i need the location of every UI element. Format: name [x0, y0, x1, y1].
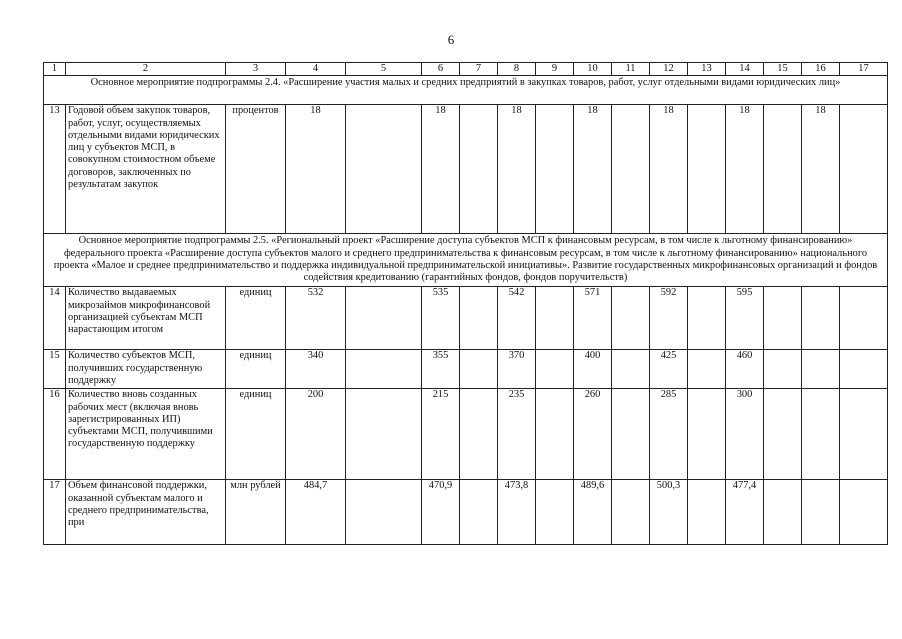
unit-of-measure: единиц [226, 350, 286, 389]
value-cell: 484,7 [286, 480, 346, 545]
page-number: 6 [447, 32, 455, 47]
column-number: 13 [688, 63, 726, 76]
table-row [44, 287, 888, 350]
value-cell [460, 389, 498, 480]
value-cell: 200 [286, 389, 346, 480]
table-row [44, 105, 888, 234]
value-cell: 400 [574, 350, 612, 389]
value-cell: 18 [574, 105, 612, 234]
indicator-name: Количество выдаваемых микрозаймов микрофинансовой организацией субъектам МСП нарастающим итогом [66, 287, 226, 350]
value-cell [802, 389, 840, 480]
value-cell: 18 [422, 105, 460, 234]
value-cell [840, 287, 888, 350]
section-row [44, 76, 888, 105]
table-row [44, 389, 888, 480]
value-cell [536, 287, 574, 350]
value-cell [612, 480, 650, 545]
value-cell [764, 287, 802, 350]
value-cell [346, 105, 422, 234]
value-cell: 460 [726, 350, 764, 389]
value-cell [612, 105, 650, 234]
column-number: 11 [612, 63, 650, 76]
column-number-row [44, 63, 888, 76]
value-cell: 532 [286, 287, 346, 350]
column-number: 16 [802, 63, 840, 76]
value-cell: 595 [726, 287, 764, 350]
column-number: 15 [764, 63, 802, 76]
column-number: 5 [346, 63, 422, 76]
value-cell [688, 105, 726, 234]
section-2-4-title: Основное мероприятие подпрограммы 2.4. «Расширение участия малых и средних предприятий в закупках товаров, работ, услуг отдельными видами юридических лиц» [44, 76, 888, 105]
value-cell [840, 389, 888, 480]
indicator-name: Годовой объем закупок товаров, работ, услуг, осуществляемых отдельными видами юридических лиц у субъектов МСП, в совокупном стоимостном объеме договоров, заключенных по результатам закупок [66, 105, 226, 234]
value-cell: 18 [726, 105, 764, 234]
row-number: 13 [44, 105, 66, 234]
value-cell: 542 [498, 287, 536, 350]
value-cell [460, 480, 498, 545]
value-cell: 470,9 [422, 480, 460, 545]
unit-of-measure: единиц [226, 287, 286, 350]
row-number: 15 [44, 350, 66, 389]
value-cell [346, 287, 422, 350]
value-cell: 535 [422, 287, 460, 350]
value-cell [460, 287, 498, 350]
unit-of-measure: процентов [226, 105, 286, 234]
column-number: 3 [226, 63, 286, 76]
column-number: 14 [726, 63, 764, 76]
value-cell: 215 [422, 389, 460, 480]
value-cell: 235 [498, 389, 536, 480]
value-cell [460, 105, 498, 234]
value-cell: 425 [650, 350, 688, 389]
value-cell [536, 350, 574, 389]
value-cell [346, 389, 422, 480]
section-2-5-title: Основное мероприятие подпрограммы 2.5. «Региональный проект «Расширение доступа субъектов МСП к финансовым ресурсам, в том числе к льготному финансированию» федерального проекта «Расширение доступа субъектов малого и среднего предпринимательства к финансовым ресурсам, в том числе к льготному финансированию» национального проекта «Малое и среднее предпринимательство и поддержка индивидуальной предпринимательской инициативы». Развитие государственных микрофинансовых организаций и фондов содействия кредитованию (гарантийных фондов, фондов поручительств) [44, 234, 888, 287]
value-cell [840, 105, 888, 234]
column-number: 12 [650, 63, 688, 76]
indicator-name: Количество вновь созданных рабочих мест (включая вновь зарегистрированных ИП) субъектами МСП, получившими государственную поддержку [66, 389, 226, 480]
value-cell: 571 [574, 287, 612, 350]
value-cell: 592 [650, 287, 688, 350]
column-number: 4 [286, 63, 346, 76]
value-cell: 18 [802, 105, 840, 234]
value-cell: 260 [574, 389, 612, 480]
value-cell [764, 105, 802, 234]
value-cell [346, 350, 422, 389]
value-cell: 285 [650, 389, 688, 480]
value-cell [688, 389, 726, 480]
value-cell: 355 [422, 350, 460, 389]
row-number: 14 [44, 287, 66, 350]
column-number: 17 [840, 63, 888, 76]
value-cell [764, 389, 802, 480]
value-cell: 300 [726, 389, 764, 480]
unit-of-measure: млн рублей [226, 480, 286, 545]
value-cell [802, 480, 840, 545]
table-row [44, 480, 888, 545]
column-number: 1 [44, 63, 66, 76]
value-cell [764, 480, 802, 545]
value-cell: 18 [286, 105, 346, 234]
value-cell [802, 350, 840, 389]
value-cell: 18 [498, 105, 536, 234]
column-number: 8 [498, 63, 536, 76]
value-cell [802, 287, 840, 350]
column-number: 9 [536, 63, 574, 76]
value-cell: 370 [498, 350, 536, 389]
table-row [44, 350, 888, 389]
value-cell [688, 350, 726, 389]
value-cell [536, 480, 574, 545]
column-number: 7 [460, 63, 498, 76]
value-cell: 500,3 [650, 480, 688, 545]
indicator-name: Объем финансовой поддержки, оказанной субъектам малого и среднего предпринимательства, при [66, 480, 226, 545]
value-cell [612, 389, 650, 480]
value-cell: 477,4 [726, 480, 764, 545]
value-cell [346, 480, 422, 545]
row-number: 17 [44, 480, 66, 545]
column-number: 10 [574, 63, 612, 76]
value-cell [688, 287, 726, 350]
value-cell: 340 [286, 350, 346, 389]
value-cell [840, 350, 888, 389]
column-number: 2 [66, 63, 226, 76]
indicators-table [43, 62, 888, 545]
value-cell: 18 [650, 105, 688, 234]
unit-of-measure: единиц [226, 389, 286, 480]
column-number: 6 [422, 63, 460, 76]
value-cell [460, 350, 498, 389]
value-cell [840, 480, 888, 545]
value-cell [536, 105, 574, 234]
value-cell [536, 389, 574, 480]
section-row [44, 234, 888, 287]
value-cell [612, 350, 650, 389]
value-cell [764, 350, 802, 389]
indicator-name: Количество субъектов МСП, получивших государственную поддержку [66, 350, 226, 389]
value-cell [612, 287, 650, 350]
value-cell [688, 480, 726, 545]
row-number: 16 [44, 389, 66, 480]
value-cell: 489,6 [574, 480, 612, 545]
value-cell: 473,8 [498, 480, 536, 545]
